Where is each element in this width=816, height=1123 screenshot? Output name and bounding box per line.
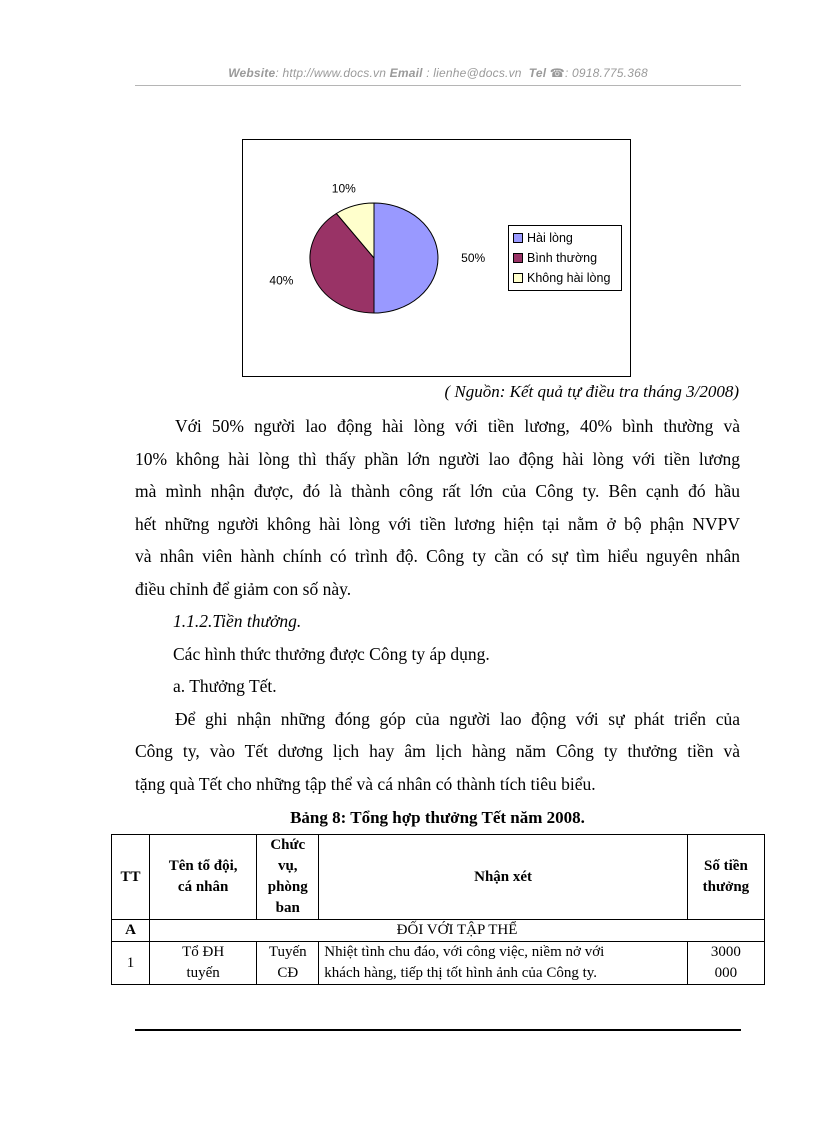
row-amount bbox=[687, 942, 764, 985]
legend-label: Không hài lòng bbox=[527, 271, 611, 285]
subheading: a. Thưởng Tết. bbox=[173, 676, 277, 696]
section-code: A bbox=[112, 920, 150, 942]
header-name-line: Tên tổ đội, bbox=[168, 858, 238, 874]
email-value: : lienhe@docs.vn bbox=[426, 66, 522, 80]
page-header bbox=[135, 66, 741, 80]
row-name bbox=[150, 942, 257, 985]
paragraph-line: mà mình nhận được, đó là thành công rất lớn của Công ty. Bên cạnh đó hầu bbox=[135, 481, 740, 501]
pie-slice-label: 40% bbox=[269, 273, 294, 288]
row-comment-line: khách hàng, tiếp thị tốt hình ảnh của Công ty. bbox=[324, 965, 598, 981]
paragraph-line: hết những người không hài lòng với tiền lương hiện tại nằm ở bộ phận NVPV bbox=[135, 513, 740, 534]
chart-source-note: ( Nguồn: Kết quả tự điều tra tháng 3/2008) bbox=[444, 382, 739, 401]
phone-icon: ☎ bbox=[549, 66, 565, 80]
intro-line: Các hình thức thưởng được Công ty áp dụng. bbox=[173, 643, 490, 664]
tel-label: Tel bbox=[528, 66, 547, 80]
legend-label: Hài lòng bbox=[527, 231, 573, 245]
paragraph-line: tặng quà Tết cho những tập thể và cá nhân có thành tích tiêu biểu. bbox=[135, 773, 596, 794]
row-amount-line: 000 bbox=[714, 965, 738, 981]
legend-item bbox=[513, 248, 617, 268]
bonus-table bbox=[111, 834, 765, 985]
header-amount-line: thưởng bbox=[702, 879, 750, 895]
section-row bbox=[112, 920, 765, 942]
header-amount-line: Số tiền bbox=[704, 858, 748, 874]
legend-swatch-icon bbox=[513, 233, 523, 243]
paragraph-line: Để ghi nhận những đóng góp của người lao động với sự phát triển của bbox=[175, 708, 740, 729]
row-tt: 1 bbox=[112, 942, 150, 985]
legend-label: Bình thường bbox=[527, 251, 598, 265]
pie-slice bbox=[374, 203, 438, 313]
paragraph-line: Công ty, vào Tết dương lịch hay âm lịch hàng năm Công ty thưởng tiền và bbox=[135, 741, 740, 761]
pie-slice-label: 10% bbox=[331, 181, 356, 196]
row-comment-line: Nhiệt tình chu đáo, với công việc, niềm nở với bbox=[324, 944, 605, 960]
header-position-line: phòng bbox=[267, 879, 308, 895]
header-tt: TT bbox=[112, 835, 150, 920]
chart-legend bbox=[508, 225, 622, 291]
body-text bbox=[135, 410, 740, 835]
header-position bbox=[257, 835, 319, 920]
row-name-line: tuyến bbox=[186, 965, 220, 981]
header-position-line: vụ, bbox=[277, 858, 298, 874]
pie-slice-label: 50% bbox=[461, 251, 486, 265]
legend-swatch-icon bbox=[513, 253, 523, 263]
legend-swatch-icon bbox=[513, 273, 523, 283]
table-caption: Bảng 8: Tổng hợp thưởng Tết năm 2008. bbox=[290, 808, 585, 827]
header-divider bbox=[135, 85, 741, 86]
header-name bbox=[150, 835, 257, 920]
row-position bbox=[257, 942, 319, 985]
table-row bbox=[112, 942, 765, 985]
row-position-line: Tuyến bbox=[268, 944, 307, 960]
row-name-line: Tổ ĐH bbox=[182, 944, 225, 960]
pie-chart bbox=[242, 139, 631, 377]
table-header-row bbox=[112, 835, 765, 920]
row-position-line: CĐ bbox=[277, 965, 299, 981]
website-value: : http://www.docs.vn bbox=[275, 66, 387, 80]
row-comment bbox=[319, 942, 688, 985]
legend-item bbox=[513, 268, 617, 288]
row-amount-line: 3000 bbox=[710, 944, 741, 960]
header-name-line: cá nhân bbox=[177, 879, 229, 895]
section-title: ĐỐI VỚI TẬP THỂ bbox=[150, 920, 765, 942]
paragraph-line: Với 50% người lao động hài lòng với tiền lương, 40% bình thường và bbox=[175, 416, 740, 436]
section-heading: 1.1.2.Tiền thưởng. bbox=[173, 611, 302, 631]
website-label: Website bbox=[228, 66, 276, 80]
paragraph-line: điều chỉnh để giảm con số này. bbox=[135, 578, 352, 599]
header-amount bbox=[687, 835, 764, 920]
footer-divider bbox=[135, 1029, 741, 1031]
email-label: Email bbox=[389, 66, 423, 80]
header-position-line: ban bbox=[275, 900, 300, 916]
header-position-line: Chức bbox=[270, 837, 306, 853]
paragraph-line: 10% không hài lòng thì thấy phần lớn người lao động hài lòng với tiền lương bbox=[135, 448, 740, 469]
header-comment: Nhận xét bbox=[319, 835, 688, 920]
legend-item bbox=[513, 228, 617, 248]
paragraph-line: và nhân viên hành chính có trình độ. Công ty cần có sự tìm hiểu nguyên nhân bbox=[135, 546, 740, 566]
tel-value: : 0918.775.368 bbox=[564, 66, 648, 80]
